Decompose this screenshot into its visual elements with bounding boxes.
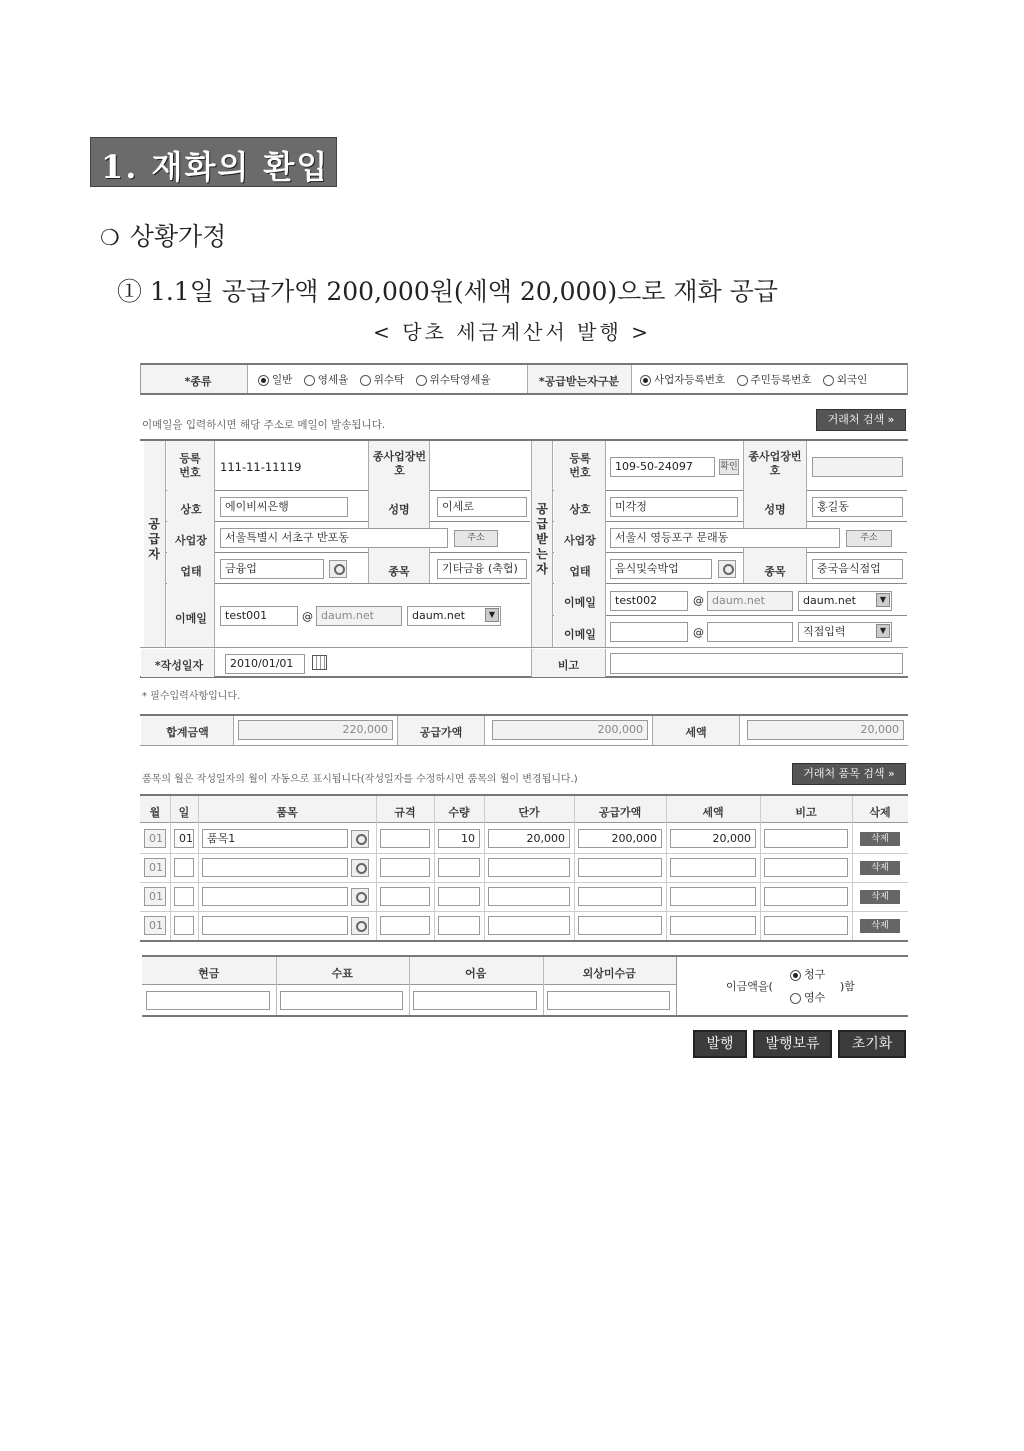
item-month-field: 01 (144, 916, 166, 935)
receiver-email-id[interactable]: test002 (610, 591, 688, 611)
item-name-field[interactable] (202, 916, 348, 935)
amount-option-receipt[interactable]: 영수 (790, 989, 825, 1005)
required-notice: * 필수입력사항입니다. (142, 691, 241, 702)
payment-field[interactable] (413, 991, 537, 1010)
action-buttons (140, 1030, 908, 1060)
receiver-biz-field[interactable]: 음식및숙박업 (610, 559, 712, 579)
radio-icon (416, 375, 427, 386)
item-supply-field[interactable] (578, 858, 662, 877)
receiver-biz-search-icon[interactable] (718, 560, 736, 578)
item-tax-field[interactable] (670, 916, 756, 935)
item-note-field[interactable] (764, 829, 848, 848)
date-field[interactable]: 2010/01/01 (225, 654, 305, 674)
items-header-cell: 월 (149, 806, 161, 819)
column-divider (543, 957, 544, 1015)
supplier-addr-button[interactable]: 주소 (454, 530, 498, 547)
partner-search-button[interactable]: 거래처 검색 » (816, 409, 906, 431)
items-header-cell: 비고 (795, 806, 817, 819)
delete-row-button[interactable]: 삭제 (860, 832, 900, 846)
chevron-down-icon: ▼ (876, 593, 890, 607)
supplier-email-label: 이메일 (175, 612, 207, 625)
payment-header-cell: 현금 (198, 967, 220, 980)
item-day-field[interactable]: 01 (174, 829, 194, 848)
item-search-icon[interactable] (351, 859, 369, 877)
item-name-field[interactable]: 품목1 (202, 829, 348, 848)
receiver-email-label: 이메일 (564, 596, 596, 609)
item-search-icon[interactable] (351, 830, 369, 848)
tax-invoice-form (140, 360, 908, 1060)
item-spec-field[interactable] (380, 829, 430, 848)
hold-issue-button[interactable]: 발행보류 (753, 1030, 832, 1058)
column-divider (484, 796, 485, 940)
items-header-cell: 단가 (518, 806, 540, 819)
receiver-type-label: *공급받는자구분 (538, 375, 620, 388)
receiver-addr-label: 사업장 (564, 534, 596, 547)
radio-selected-icon (790, 970, 801, 981)
kind-option-consign[interactable]: 위수탁 (360, 372, 404, 387)
supplier-rep-field[interactable]: 이세로 (437, 497, 527, 517)
supplier-email-select[interactable] (407, 606, 501, 626)
item-name-field[interactable] (202, 887, 348, 906)
payment-header-cell: 어음 (465, 967, 487, 980)
item-supply-field[interactable] (578, 887, 662, 906)
receiver-type-foreigner[interactable]: 외국인 (823, 372, 867, 387)
supplier-name-label: 상호 (180, 503, 202, 516)
supply-label: 공급가액 (419, 726, 463, 739)
payment-field[interactable] (280, 991, 404, 1010)
item-tax-field[interactable] (670, 887, 756, 906)
item-tax-field[interactable]: 20,000 (670, 829, 756, 848)
at-sign: @ (302, 610, 313, 623)
receiver-reg-label: 등록번호 (569, 452, 591, 479)
supplier-item-field[interactable]: 기타금융 (축협) (437, 559, 527, 579)
supplier-reg-label: 등록번호 (179, 452, 201, 479)
chevron-down-icon: ▼ (876, 624, 890, 638)
section-heading (90, 137, 337, 187)
amount-suffix: )함 (840, 980, 855, 993)
item-name-field[interactable] (202, 858, 348, 877)
items-header-cell: 규격 (394, 806, 416, 819)
receiver-rep-label: 성명 (764, 503, 786, 516)
radio-selected-icon (258, 375, 269, 386)
item-day-field[interactable] (174, 916, 194, 935)
row-divider (140, 882, 908, 883)
item-price-field[interactable] (488, 858, 570, 877)
item-month-field: 01 (144, 858, 166, 877)
receiver-side-label: 공급받는자 (536, 502, 548, 576)
item-price-field[interactable] (488, 887, 570, 906)
item-day-field[interactable] (174, 858, 194, 877)
item-price-field[interactable] (488, 916, 570, 935)
supplier-addr-field[interactable]: 서울특별시 서초구 반포동 (220, 528, 448, 548)
total-label: 합계금액 (166, 726, 209, 739)
situation-label: 상황가정 (129, 222, 227, 251)
scenario-item-1: ① 1.1일 공급가액 200,000원(세액 20,000)으로 재화 공급 (117, 277, 778, 306)
item-price-field[interactable]: 20,000 (488, 829, 570, 848)
receiver-email2-label: 이메일 (564, 628, 596, 641)
row-divider (166, 583, 530, 584)
receiver-addr-field[interactable]: 서울시 영등포구 문래동 (610, 528, 840, 548)
column-divider (276, 957, 277, 1015)
row-divider (553, 552, 907, 553)
at-sign: @ (693, 594, 704, 607)
items-header-cell: 수량 (448, 806, 470, 819)
items-header-cell: 삭제 (869, 806, 891, 819)
radio-selected-icon (640, 375, 651, 386)
note-field[interactable] (610, 653, 903, 674)
receiver-type-options (640, 372, 875, 387)
items-header-cell: 품목 (276, 806, 298, 819)
supply-field: 200,000 (492, 720, 648, 740)
item-note-field[interactable] (764, 858, 848, 877)
kind-label: *종류 (184, 375, 212, 388)
chevron-down-icon: ▼ (485, 608, 499, 622)
column-divider (574, 796, 575, 940)
section-title: 1. 재화의 환입 (101, 148, 330, 186)
items-notice: 품목의 월은 작성일자의 월이 자동으로 표시됩니다(작성일자를 수정하시면 품목의 월이 변경됩니다.) (142, 774, 578, 785)
receiver-addr-button[interactable]: 주소 (846, 530, 892, 547)
column-divider (852, 796, 853, 940)
item-spec-field[interactable] (380, 887, 430, 906)
item-tax-field[interactable] (670, 858, 756, 877)
item-qty-field[interactable] (438, 916, 480, 935)
column-divider (760, 796, 761, 940)
row-divider (553, 583, 907, 584)
kind-option-zero-rate[interactable]: 영세율 (304, 372, 348, 387)
radio-icon (737, 375, 748, 386)
item-qty-field[interactable] (438, 887, 480, 906)
items-header-cell: 일 (178, 806, 190, 819)
item-search-button[interactable]: 거래처 품목 검색 » (792, 763, 906, 785)
receiver-name-label: 상호 (569, 503, 591, 516)
payment-field[interactable] (547, 991, 671, 1010)
supplier-sub-label: 종사업장번호 (372, 450, 427, 477)
receiver-email-select[interactable] (798, 591, 892, 611)
item-supply-field[interactable]: 200,000 (578, 829, 662, 848)
receiver-sub-field[interactable] (812, 457, 903, 477)
supplier-email-domain[interactable]: daum.net (316, 606, 402, 626)
delete-row-button[interactable]: 삭제 (860, 919, 900, 933)
receiver-reg-field[interactable]: 109-50-24097 (610, 457, 715, 477)
kind-option-general[interactable]: 일반 (258, 372, 292, 387)
payment-field[interactable] (146, 991, 270, 1010)
delete-row-button[interactable]: 삭제 (860, 861, 900, 875)
column-divider (376, 796, 377, 940)
column-divider (434, 796, 435, 940)
receiver-check-button[interactable]: 확인 (719, 459, 739, 475)
row-divider (140, 853, 908, 854)
column-divider (198, 796, 199, 940)
items-header-cell: 공급가액 (598, 806, 642, 819)
radio-icon (304, 375, 315, 386)
item-note-field[interactable] (764, 887, 848, 906)
supplier-rep-label: 성명 (388, 503, 410, 516)
circle-bullet-icon: ❍ (100, 226, 120, 251)
radio-icon (790, 993, 801, 1004)
column-divider (409, 957, 410, 1015)
item-qty-field[interactable] (438, 858, 480, 877)
row-divider (553, 615, 907, 616)
item-search-icon[interactable] (351, 888, 369, 906)
items-header-cell: 세액 (702, 806, 724, 819)
column-divider (170, 796, 171, 940)
item-spec-field[interactable] (380, 858, 430, 877)
item-qty-field[interactable]: 10 (438, 829, 480, 848)
supplier-addr-label: 사업장 (175, 534, 207, 547)
supplier-item-label: 종목 (388, 565, 410, 578)
supplier-biz-search-icon[interactable] (329, 560, 347, 578)
supplier-email-id[interactable]: test001 (220, 606, 298, 626)
row-divider (166, 490, 530, 491)
receiver-email2-id[interactable] (610, 622, 688, 642)
receiver-name-field[interactable]: 미각정 (610, 497, 738, 517)
item-supply-field[interactable] (578, 916, 662, 935)
column-divider (666, 796, 667, 940)
supplier-biz-field[interactable]: 금융업 (220, 559, 324, 579)
item-spec-field[interactable] (380, 916, 430, 935)
payment-header-cell: 수표 (331, 967, 353, 980)
amount-option-claim[interactable]: 청구 (790, 966, 825, 982)
supplier-side-label: 공급자 (148, 517, 160, 561)
calendar-icon[interactable] (312, 655, 327, 670)
delete-row-button[interactable]: 삭제 (860, 890, 900, 904)
situation-heading (100, 217, 226, 253)
at-sign: @ (693, 626, 704, 639)
email-notice: 이메일을 입력하시면 해당 주소로 메일이 발송됩니다. (142, 419, 386, 431)
row-divider (553, 521, 907, 522)
supplier-name-field[interactable]: 에이비씨은행 (220, 497, 348, 517)
tax-field: 20,000 (747, 720, 904, 740)
supplier-biz-label: 업태 (180, 565, 202, 578)
item-search-icon[interactable] (351, 917, 369, 935)
item-month-field: 01 (144, 887, 166, 906)
receiver-rep-field[interactable]: 홍길동 (812, 497, 903, 517)
amount-prefix: 이금액을( (726, 980, 773, 993)
note-label: 비고 (557, 659, 580, 672)
receiver-item-label: 종목 (764, 565, 786, 578)
tax-label: 세액 (685, 726, 707, 739)
supplier-reg-no: 111-11-11119 (220, 460, 302, 474)
receiver-biz-label: 업태 (569, 565, 591, 578)
receiver-email-domain[interactable]: daum.net (707, 591, 793, 611)
receiver-email2-domain[interactable] (707, 622, 793, 642)
item-month-field: 01 (144, 829, 166, 848)
receiver-email2-select-value: 직접입력 (803, 625, 846, 638)
figure-caption: < 당초 세금계산서 발행 > (373, 320, 651, 344)
issue-button[interactable]: 발행 (693, 1030, 747, 1058)
item-note-field[interactable] (764, 916, 848, 935)
row-divider (553, 490, 907, 491)
reset-button[interactable]: 초기화 (838, 1030, 906, 1058)
payment-header-cell: 외상미수금 (582, 967, 636, 980)
item-day-field[interactable] (174, 887, 194, 906)
supplier-email-select-value: daum.net (412, 609, 465, 622)
kind-option-consign-zero[interactable]: 위수탁영세율 (416, 372, 491, 387)
row-divider (140, 911, 908, 912)
total-field: 220,000 (238, 720, 393, 740)
radio-icon (823, 375, 834, 386)
radio-icon (360, 375, 371, 386)
row-divider (166, 552, 530, 553)
date-label: *작성일자 (154, 659, 204, 672)
receiver-item-field[interactable]: 중국음식점업 (812, 559, 903, 579)
kind-options (258, 372, 499, 387)
receiver-email-select-value: daum.net (803, 594, 856, 607)
receiver-type-residentno[interactable]: 주민등록번호 (737, 372, 812, 387)
row-divider (166, 521, 530, 522)
receiver-email2-select[interactable] (798, 622, 892, 642)
receiver-type-bizno[interactable]: 사업자등록번호 (640, 372, 725, 387)
receiver-sub-label: 종사업장번호 (748, 450, 802, 477)
